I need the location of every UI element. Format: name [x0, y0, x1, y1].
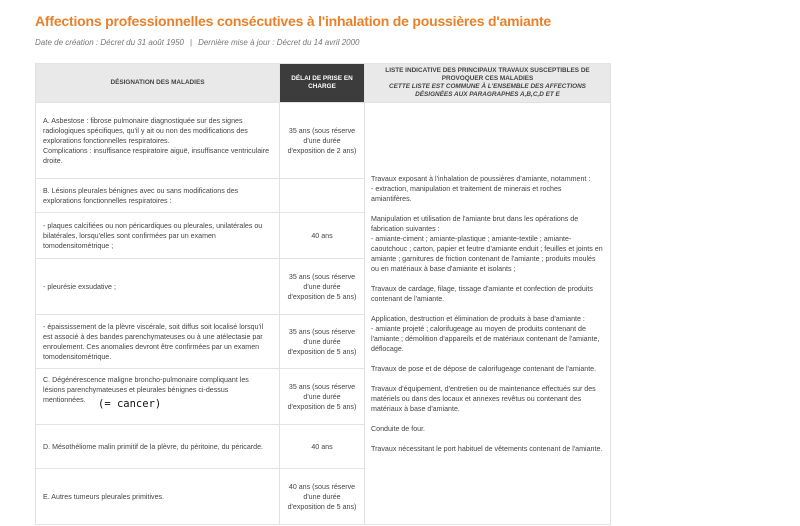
- delay-cell: [280, 179, 365, 213]
- works-cell: [365, 103, 611, 525]
- disease-cell: - épaississement de la plèvre viscérale, soit diffus soit localisé lorsqu'il est associé à des bandes parenchymateuses ou à une atélectasie par enroulement. Ces anomalies devront être confirmées par un examen tomodensitométrique.: [36, 315, 280, 369]
- works-item: Travaux de pose et de dépose de calorifugeage contenant de l'amiante.: [371, 364, 597, 373]
- delay-cell: 40 ans: [280, 213, 365, 259]
- disease-cell: A. Asbestose : fibrose pulmonaire diagnostiquée sur des signes radiologiques spécifiques, qu'il y ait ou non des modifications des explorations fonctionnelles respiratoires. Complications : insuffisance respiratoire aiguë, insuffisance ventriculaire droite.: [36, 103, 280, 179]
- delay-cell: 35 ans (sous réserve d'une durée d'exposition de 5 ans): [280, 315, 365, 369]
- meta-separator: |: [190, 38, 193, 47]
- header-delay: DÉLAI DE PRISE EN CHARGE: [280, 64, 365, 103]
- works-item: Travaux de cardage, filage, tissage d'amiante et confection de produits contenant de l'amiante.: [371, 284, 593, 303]
- disease-cell: - pleurésie exsudative ;: [36, 259, 280, 315]
- disease-cell: E. Autres tumeurs pleurales primitives.: [36, 469, 280, 525]
- page-title: Affections professionnelles consécutives à l'inhalation de poussières d'amiante: [35, 13, 552, 29]
- disease-cell: C. Dégénérescence maligne broncho-pulmonaire compliquant les lésions parenchymateuses et pleurales bénignes ci-dessus mentionnées.: [36, 369, 280, 425]
- works-item: Conduite de four.: [371, 424, 426, 433]
- disease-cell: - plaques calcifiées ou non péricardiques ou pleurales, unilatérales ou bilatérales, lorsqu'elles sont confirmées par un examen tomodensitométrique ;: [36, 213, 280, 259]
- delay-cell: 40 ans: [280, 425, 365, 469]
- delay-cell: 35 ans (sous réserve d'une durée d'exposition de 2 ans): [280, 103, 365, 179]
- works-item: Travaux nécessitant le port habituel de vêtements contenant de l'amiante.: [371, 444, 603, 453]
- diseases-table: [35, 63, 611, 525]
- disease-cell: B. Lésions pleurales bénignes avec ou sans modifications des explorations fonctionnelles respiratoires :: [36, 179, 280, 213]
- page-meta: [35, 38, 360, 47]
- creation-date: Date de création : Décret du 31 août 1950: [35, 38, 184, 47]
- handwritten-annotation: (= cancer): [98, 398, 162, 410]
- header-works-subtitle: CETTE LISTE EST COMMUNE À L'ENSEMBLE DES AFFECTIONS DÉSIGNÉES AUX PARAGRAPHES A,B,C,D ET E: [389, 83, 586, 98]
- header-works-title: LISTE INDICATIVE DES PRINCIPAUX TRAVAUX SUSCEPTIBLES DE PROVOQUER CES MALADIES: [385, 67, 590, 82]
- works-item: Travaux exposant à l'inhalation de poussières d'amiante, notamment : - extraction, manipulation et traitement de minerais et roches amiantifères.: [371, 174, 591, 203]
- delay-cell: 35 ans (sous réserve d'une durée d'exposition de 5 ans): [280, 259, 365, 315]
- works-item: Travaux d'équipement, d'entretien ou de maintenance effectués sur des matériels ou dans des locaux et annexes revêtus ou contenant des matériaux à base d'amiante.: [371, 384, 596, 413]
- delay-cell: 35 ans (sous réserve d'une durée d'exposition de 5 ans): [280, 369, 365, 425]
- update-date: Dernière mise à jour : Décret du 14 avril 2000: [198, 38, 360, 47]
- works-item: Manipulation et utilisation de l'amiante brut dans les opérations de fabrication suivantes : - amiante-ciment ; amiante-plastique ; amiante-textile ; amiante-caoutchouc ; carton, papier et feutre d'amiante enduit ; feuilles et joints en amiante ; garnitures de friction contenant de l'amiante ; produits moulés ou en matériaux à base d'amiante et isolants ;: [371, 214, 603, 273]
- header-works: [365, 64, 611, 103]
- works-item: Application, destruction et élimination de produits à base d'amiante : - amiante projeté ; calorifugeage au moyen de produits contenant de l'amiante ; démolition d'appareils et de matériaux contenant de l'amiante, déflocage.: [371, 314, 600, 353]
- delay-cell: 40 ans (sous réserve d'une durée d'exposition de 5 ans): [280, 469, 365, 525]
- disease-cell: D. Mésothéliome malin primitif de la plèvre, du péritoine, du péricarde.: [36, 425, 280, 469]
- header-disease: DÉSIGNATION DES MALADIES: [36, 64, 280, 103]
- table-row: [36, 103, 611, 179]
